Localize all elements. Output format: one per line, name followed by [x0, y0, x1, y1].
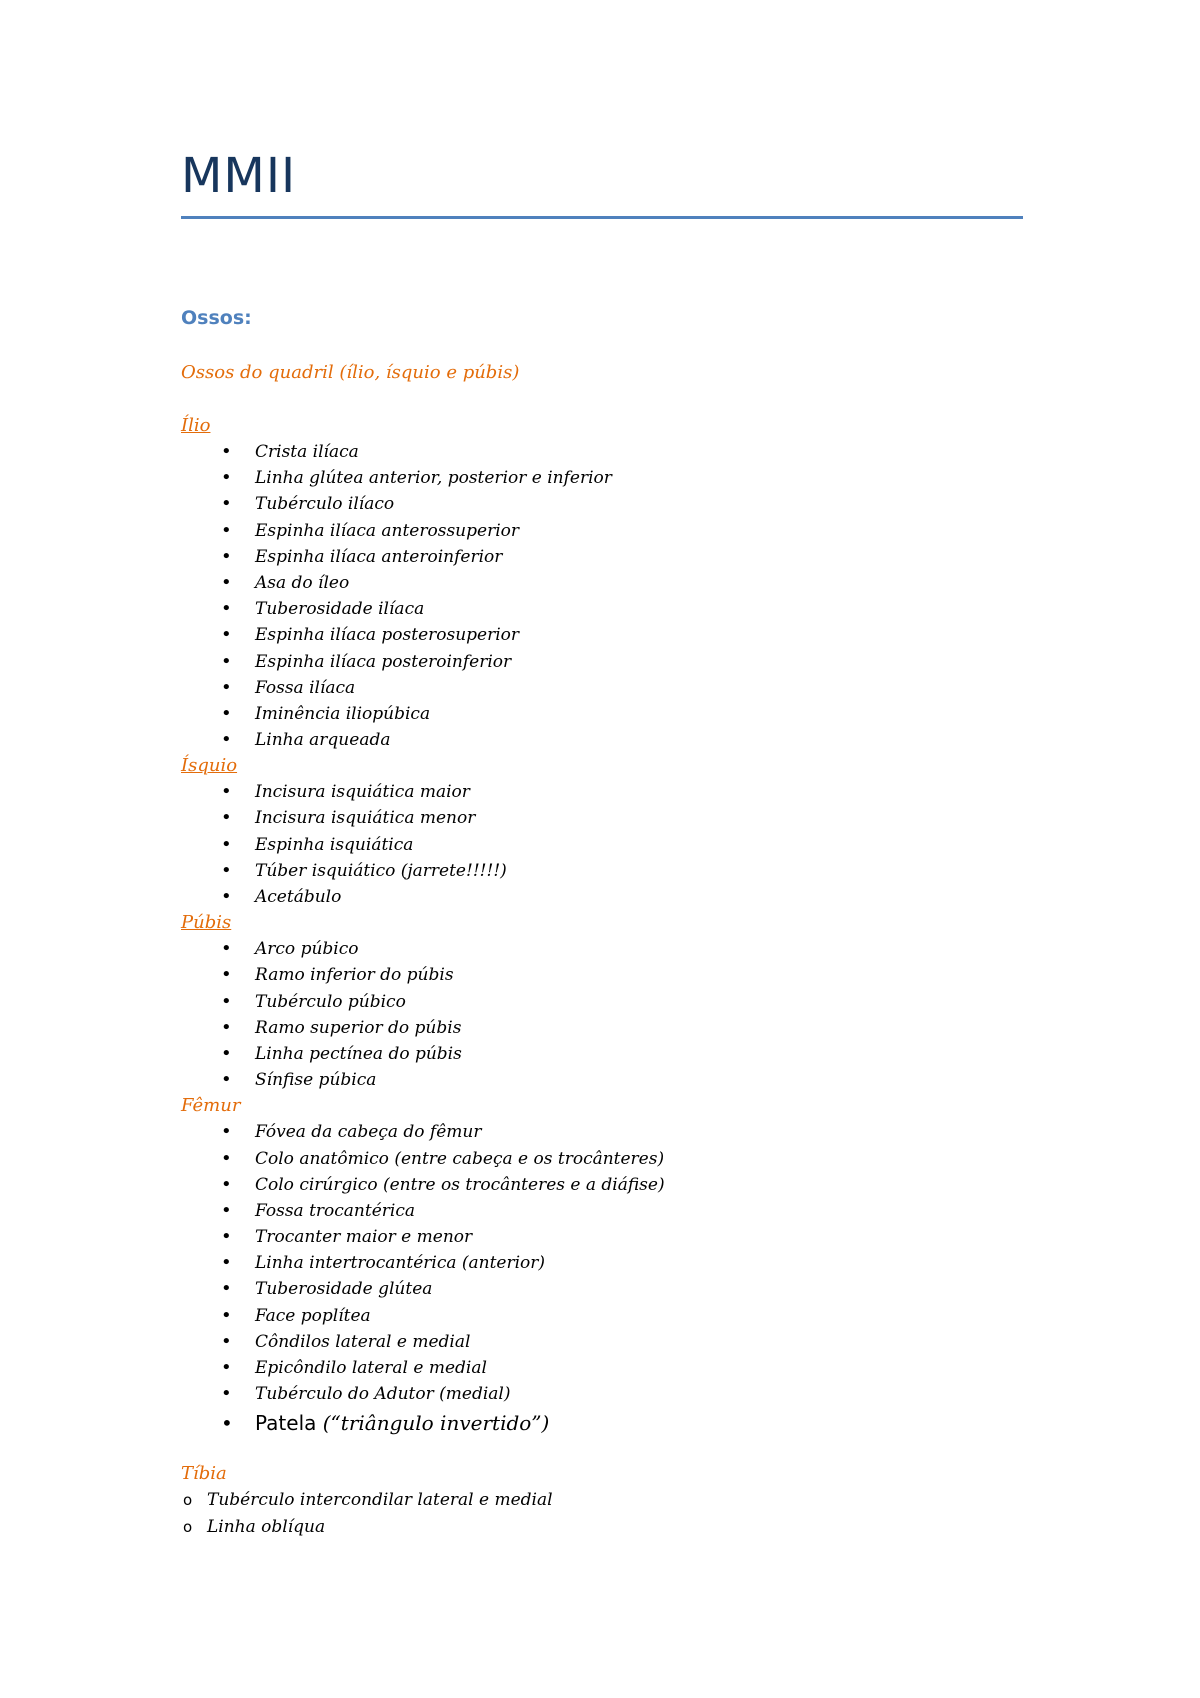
list-item: • Tubérculo ilíaco — [181, 491, 1081, 517]
femur-list — [181, 1119, 1081, 1407]
isquio-list — [181, 779, 1081, 910]
section-label-femur: Fêmur — [181, 1095, 241, 1117]
list-item: • Face poplítea — [181, 1303, 1081, 1329]
pubis-list — [181, 936, 1081, 1093]
bullet-icon: • — [221, 1411, 233, 1436]
bullet-icon: • — [221, 1173, 232, 1195]
list-item: • Espinha ilíaca anterossuperior — [181, 518, 1081, 544]
bullet-icon: • — [221, 1357, 232, 1378]
bullet-icon: • — [221, 598, 232, 620]
list-item: • Epicôndilo lateral e medial — [181, 1355, 1081, 1381]
bullet-icon: • — [221, 964, 232, 986]
list-item: • Iminência iliopúbica — [181, 701, 1081, 727]
bullet-icon: • — [221, 781, 232, 803]
circle-bullet-icon: o — [183, 1518, 193, 1537]
bullet-icon: • — [221, 1252, 232, 1274]
list-item: • Acetábulo — [181, 884, 1081, 910]
list-item: • Incisura isquiática menor — [181, 805, 1081, 831]
list-item: • Trocanter maior e menor — [181, 1224, 1081, 1250]
title-underline-rule — [181, 216, 1023, 219]
list-item: • Colo anatômico (entre cabeça e os trocânteres) — [181, 1146, 1081, 1172]
list-item: • Espinha ilíaca anteroinferior — [181, 544, 1081, 570]
list-item: • Espinha isquiática — [181, 832, 1081, 858]
bullet-icon: • — [221, 467, 232, 489]
list-item: • Linha intertrocantérica (anterior) — [181, 1250, 1081, 1276]
circle-bullet-icon: o — [183, 1491, 193, 1510]
patela-name: Patela — [255, 1411, 317, 1436]
list-item: • Sínfise púbica — [181, 1067, 1081, 1093]
list-item: • Ramo superior do púbis — [181, 1015, 1081, 1041]
bullet-icon: • — [221, 650, 232, 672]
bullet-icon: • — [221, 702, 232, 724]
bullet-icon: • — [221, 1121, 232, 1143]
list-item: • Arco púbico — [181, 936, 1081, 962]
list-item: • Tuberosidade glútea — [181, 1276, 1081, 1302]
tibia-list — [181, 1487, 1081, 1541]
section-label-ilio: Ílio — [181, 415, 211, 436]
list-item: • Espinha ilíaca posteroinferior — [181, 649, 1081, 675]
bullet-icon: • — [221, 1278, 232, 1300]
bone-list-content — [181, 413, 1081, 1541]
bullet-icon: • — [221, 729, 232, 751]
list-item: • Linha glútea anterior, posterior e inferior — [181, 465, 1081, 491]
bullet-icon: • — [221, 990, 232, 1012]
list-item: • Fossa trocantérica — [181, 1198, 1081, 1224]
bullet-icon: • — [221, 1069, 232, 1091]
list-item: • Túber isquiático (jarrete!!!!!) — [181, 858, 1081, 884]
bullet-icon: • — [221, 493, 232, 515]
bullet-icon: • — [221, 624, 232, 646]
bullet-icon: • — [221, 1016, 232, 1038]
list-item: • Tubérculo púbico — [181, 989, 1081, 1015]
bullet-icon: • — [221, 1147, 232, 1169]
patela-item — [181, 1407, 1081, 1439]
bullet-icon: • — [221, 571, 232, 593]
subheading: Ossos do quadril (ílio, ísquio e púbis) — [181, 362, 520, 383]
bullet-icon: • — [221, 1226, 232, 1248]
patela-note: (“triângulo invertido”) — [322, 1411, 550, 1436]
list-item: • Linha pectínea do púbis — [181, 1041, 1081, 1067]
spacer — [181, 1439, 1081, 1461]
bullet-icon: • — [221, 938, 232, 960]
document-title: MMII — [181, 148, 297, 204]
bullet-icon: • — [221, 859, 232, 881]
list-item: • Ramo inferior do púbis — [181, 962, 1081, 988]
list-item: • Colo cirúrgico (entre os trocânteres e a diáfise) — [181, 1172, 1081, 1198]
list-item: • Tuberosidade ilíaca — [181, 596, 1081, 622]
bullet-icon: • — [221, 1383, 232, 1405]
bullet-icon: • — [221, 1199, 232, 1221]
section-label-tibia: Tíbia — [181, 1463, 227, 1485]
bullet-icon: • — [221, 886, 232, 907]
list-item: • Fossa ilíaca — [181, 675, 1081, 701]
bullet-icon: • — [221, 833, 232, 855]
bullet-icon: • — [221, 519, 232, 541]
list-item: • Côndilos lateral e medial — [181, 1329, 1081, 1355]
list-item: o Tubérculo intercondilar lateral e medial — [181, 1487, 1081, 1514]
bullet-icon: • — [221, 1330, 232, 1352]
list-item: • Fóvea da cabeça do fêmur — [181, 1119, 1081, 1145]
list-item: • Crista ilíaca — [181, 439, 1081, 465]
bullet-icon: • — [221, 441, 232, 462]
bullet-icon: • — [221, 807, 232, 829]
section-heading: Ossos: — [181, 307, 252, 329]
list-item: • Linha arqueada — [181, 727, 1081, 753]
list-item: o Linha oblíqua — [181, 1514, 1081, 1541]
list-item: • Espinha ilíaca posterosuperior — [181, 622, 1081, 648]
list-item: • Incisura isquiática maior — [181, 779, 1081, 805]
bullet-icon: • — [221, 545, 232, 567]
ilio-list — [181, 439, 1081, 753]
bullet-icon: • — [221, 1304, 232, 1326]
list-item: • Tubérculo do Adutor (medial) — [181, 1381, 1081, 1407]
section-label-pubis: Púbis — [181, 912, 232, 934]
bullet-icon: • — [221, 676, 232, 698]
bullet-icon: • — [221, 1042, 232, 1064]
section-label-isquio: Ísquio — [181, 755, 238, 777]
list-item: • Asa do íleo — [181, 570, 1081, 596]
